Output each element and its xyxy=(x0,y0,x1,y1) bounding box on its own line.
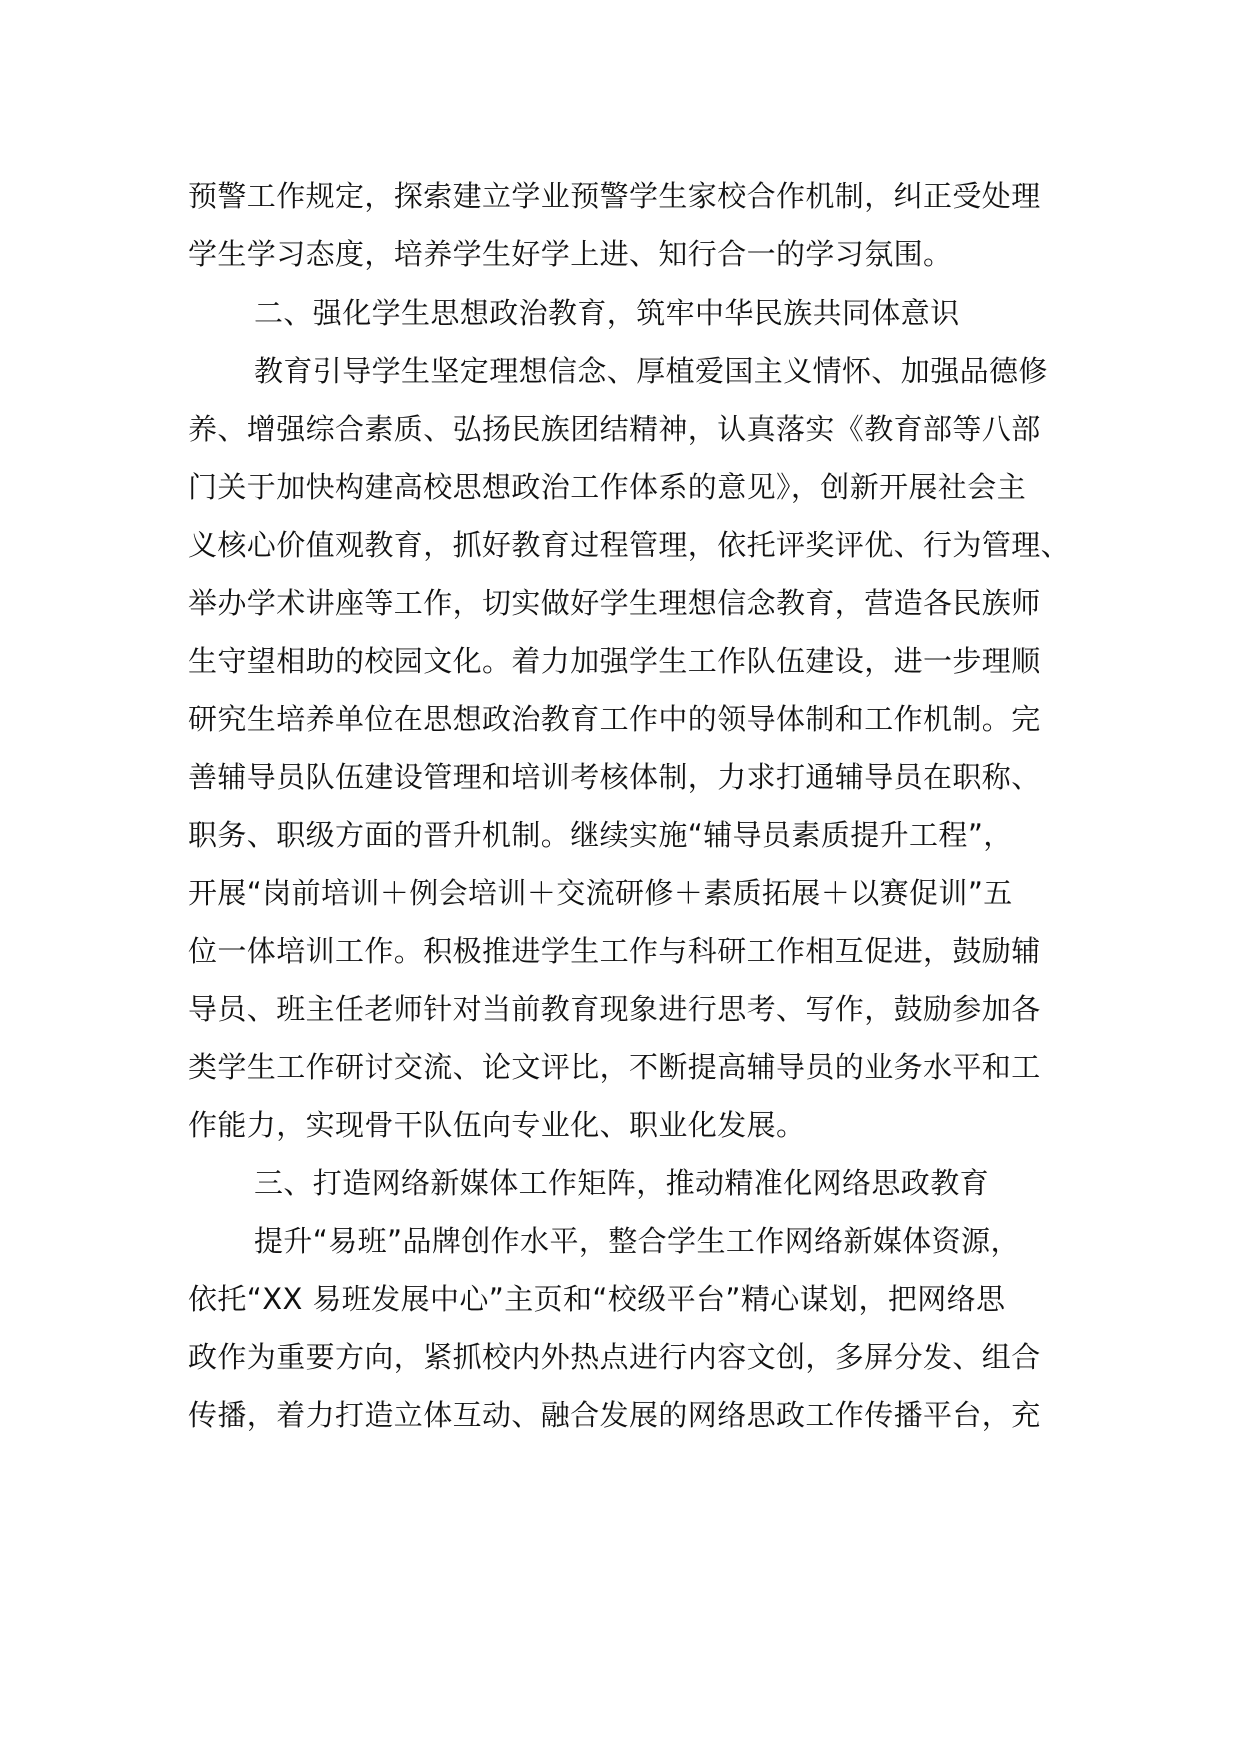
text-line: 开展“岗前培训＋例会培训＋交流研修＋素质拓展＋以赛促训”五 xyxy=(188,876,1013,910)
text-line: 职务、职级方面的晋升机制。继续实施“辅导员素质提升工程”， xyxy=(188,818,1013,852)
text-line: 生守望相助的校园文化。着力加强学生工作队伍建设，进一步理顺 xyxy=(188,644,1041,678)
paragraph-first-line: 教育引导学生坚定理想信念、厚植爱国主义情怀、加强品德修 xyxy=(254,354,1048,388)
text-line: 举办学术讲座等工作，切实做好学生理想信念教育，营造各民族师 xyxy=(188,586,1041,620)
text-line: 义核心价值观教育，抓好教育过程管理，依托评奖评优、行为管理、 xyxy=(188,528,1071,562)
text-line: 依托“XX 易班发展中心”主页和“校级平台”精心谋划，把网络思 xyxy=(188,1282,1006,1316)
text-line: 养、增强综合素质、弘扬民族团结精神，认真落实《教育部等八部 xyxy=(188,412,1041,446)
section-heading: 二、强化学生思想政治教育，筑牢中华民族共同体意识 xyxy=(254,296,960,330)
text-line: 传播，着力打造立体互动、融合发展的网络思政工作传播平台，充 xyxy=(188,1398,1041,1432)
text-line: 学生学习态度，培养学生好学上进、知行合一的学习氛围。 xyxy=(188,237,953,271)
text-line: 研究生培养单位在思想政治教育工作中的领导体制和工作机制。完 xyxy=(188,702,1041,736)
text-line: 预警工作规定，探索建立学业预警学生家校合作机制，纠正受处理 xyxy=(188,179,1041,213)
section-heading: 三、打造网络新媒体工作矩阵，推动精准化网络思政教育 xyxy=(254,1166,990,1200)
text-line: 善辅导员队伍建设管理和培训考核体制，力求打通辅导员在职称、 xyxy=(188,760,1041,794)
text-line: 作能力，实现骨干队伍向专业化、职业化发展。 xyxy=(188,1108,806,1142)
text-line: 位一体培训工作。积极推进学生工作与科研工作相互促进，鼓励辅 xyxy=(188,934,1041,968)
text-line: 门关于加快构建高校思想政治工作体系的意见》，创新开展社会主 xyxy=(188,470,1027,504)
text-line: 政作为重要方向，紧抓校内外热点进行内容文创，多屏分发、组合 xyxy=(188,1340,1041,1374)
paragraph-first-line: 提升“易班”品牌创作水平，整合学生工作网络新媒体资源， xyxy=(254,1224,1020,1258)
text-line: 导员、班主任老师针对当前教育现象进行思考、写作，鼓励参加各 xyxy=(188,992,1041,1026)
text-line: 类学生工作研讨交流、论文评比，不断提高辅导员的业务水平和工 xyxy=(188,1050,1041,1084)
